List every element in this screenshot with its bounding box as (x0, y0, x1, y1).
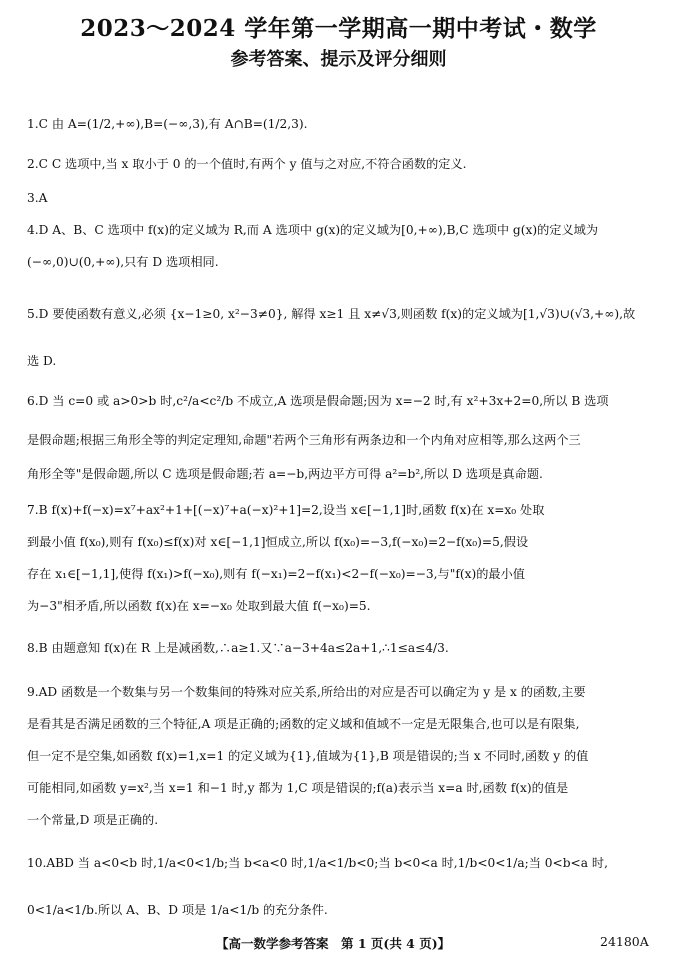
answer-line: 1.C 由 A=(1/2,+∞),B=(−∞,3),有 A∩B=(1/2,3). (27, 117, 308, 131)
answer-line: 选 D. (27, 354, 57, 368)
page-footer: 【高一数学参考答案 第 1 页(共 4 页)】 (216, 936, 451, 951)
answer-line: 可能相同,如函数 y=x²,当 x=1 和−1 时,y 都为 1,C 项是错误的;f(a)表示当 x=a 时,函数 f(x)的值是 (27, 781, 569, 795)
answer-line: 角形全等"是假命题,所以 C 选项是假命题;若 a=−b,两边平方可得 a²=b²,所以 D 选项是真命题. (27, 467, 543, 481)
answer-line: 但一定不是空集,如函数 f(x)=1,x=1 的定义域为{1},值域为{1},B 项是错误的;当 x 不同时,函数 y 的值 (27, 749, 589, 763)
answer-line: 6.D 当 c=0 或 a>0>b 时,c²/a<c²/b 不成立,A 选项是假命题;因为 x=−2 时,有 x²+3x+2=0,所以 B 选项 (27, 394, 609, 408)
answer-line: 7.B f(x)+f(−x)=x⁷+ax²+1+[(−x)⁷+a(−x)²+1]=2,设当 x∈[−1,1]时,函数 f(x)在 x=x₀ 处取 (27, 503, 545, 517)
answer-line: 9.AD 函数是一个数集与另一个数集间的特殊对应关系,所给出的对应是否可以确定为 y 是 x 的函数,主要 (27, 685, 586, 699)
answer-line: 10.ABD 当 a<0<b 时,1/a<0<1/b;当 b<a<0 时,1/a<1/b<0;当 b<0<a 时,1/b<0<1/a;当 0<b<a 时, (27, 856, 608, 870)
answer-line: (−∞,0)∪(0,+∞),只有 D 选项相同. (27, 255, 219, 269)
answer-line: 是看其是否满足函数的三个特征,A 项是正确的;函数的定义域和值域不一定是无限集合,也可以是有限集, (27, 717, 580, 731)
answer-line: 2.C C 选项中,当 x 取小于 0 的一个值时,有两个 y 值与之对应,不符合函数的定义. (27, 157, 467, 171)
answer-line: 5.D 要使函数有意义,必须 {x−1≥0, x²−3≠0}, 解得 x≥1 且 x≠√3,则函数 f(x)的定义域为[1,√3)∪(√3,+∞),故 (27, 307, 636, 321)
answer-line: 0<1/a<1/b.所以 A、B、D 项是 1/a<1/b 的充分条件. (27, 903, 328, 917)
answer-line: 到最小值 f(x₀),则有 f(x₀)≤f(x)对 x∈[−1,1]恒成立,所以 f(x₀)=−3,f(−x₀)=2−f(x₀)=5,假设 (27, 535, 529, 549)
answer-line: 为−3"相矛盾,所以函数 f(x)在 x=−x₀ 处取到最大值 f(−x₀)=5. (27, 599, 371, 613)
answer-line: 3.A (27, 191, 48, 205)
document-title: 2023～2024 学年第一学期高一期中考试・数学 (80, 15, 597, 42)
answer-line: 4.D A、B、C 选项中 f(x)的定义域为 R,而 A 选项中 g(x)的定义域为[0,+∞),B,C 选项中 g(x)的定义域为 (27, 223, 599, 237)
answer-line: 存在 x₁∈[−1,1],使得 f(x₁)>f(−x₀),则有 f(−x₁)=2−f(x₁)<2−f(−x₀)=−3,与"f(x)的最小值 (27, 567, 525, 581)
answer-line: 一个常量,D 项是正确的. (27, 813, 159, 827)
answer-line: 8.B 由题意知 f(x)在 R 上是减函数,∴a≥1.又∵a−3+4a≤2a+1,∴1≤a≤4/3. (27, 641, 449, 655)
document-subtitle: 参考答案、提示及评分细则 (230, 49, 447, 70)
document-code: 24180A (600, 934, 649, 949)
answer-line: 是假命题;根据三角形全等的判定定理知,命题"若两个三角形有两条边和一个内角对应相等,那么这两个三 (27, 433, 581, 447)
